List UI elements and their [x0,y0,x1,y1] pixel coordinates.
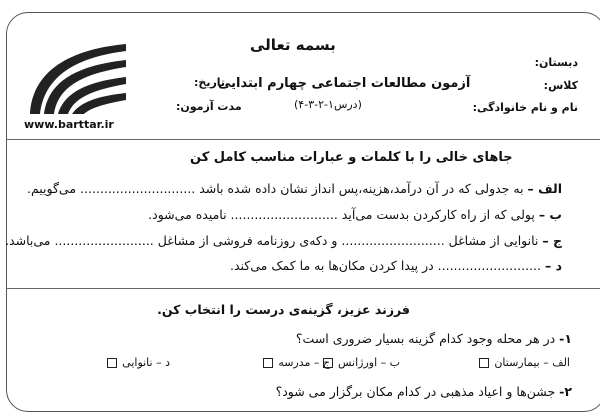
option-text: د – نانوایی [122,356,170,369]
question-text: در هر محله وجود کدام گزینه بسیار ضروری است؟ [295,331,556,346]
fill-item-b [148,207,562,222]
option-a[interactable] [479,356,570,369]
item-text: پولی که از راه کارکردن بدست می‌آید ........................... نامیده می‌شود. [148,207,535,222]
lessons-range: (درس۱-۲-۳-۴) [294,98,362,111]
fill-item-a [27,181,562,196]
option-d[interactable] [107,356,170,369]
option-text: الف – بیمارستان [494,356,570,369]
option-text: ج – مدرسه [278,356,330,369]
fill-item-d [230,258,562,273]
fill-item-c [5,233,562,248]
date-label: تاریخ: [194,76,226,89]
duration-label: مدت آزمون: [176,100,242,113]
question-2 [276,384,572,399]
option-text: ب – اورژانس [338,356,400,369]
header-divider [6,139,600,140]
item-text: نانوایی از مشاغل .......................... و دکه‌ی روزنامه فروشی از مشاغل ......................... می‌باشد. [5,233,539,248]
checkbox[interactable] [107,358,117,368]
section-divider [6,288,600,289]
section2-instruction: فرزند عزیز، گزینه‌ی درست را انتخاب کن. [157,302,410,317]
checkbox[interactable] [479,358,489,368]
school-label: دبستان: [534,56,578,69]
item-text: به جدولی که در آن درآمد،هزینه،پس انداز نشان داده شده باشد ............................. می‌گوییم. [26,181,524,196]
question-number: ۱- [559,331,572,346]
section1-instruction: جاهای خالی را با کلمات و عبارات مناسب کامل کن [190,150,513,165]
exam-title: آزمون مطالعات اجتماعی چهارم ابتدایی [218,76,471,91]
item-label: الف – [527,181,562,196]
class-label: کلاس: [543,79,578,92]
question-1 [296,331,572,346]
item-label: ب – [538,207,562,222]
question-text: جشن‌ها و اعیاد مذهبی در کدام مکان برگزار می شود؟ [275,384,556,399]
checkbox[interactable] [263,358,273,368]
question-number: ۲- [559,384,572,399]
option-c[interactable] [263,356,330,369]
item-text: .......................... در پیدا کردن مکان‌ها به ما کمک می‌کند. [229,258,541,273]
page-title: بسمه تعالی [250,36,336,54]
logo-url: www.barttar.ir [24,118,114,131]
name-label: نام و نام خانوادگی: [472,101,578,114]
barttar-logo-icon [22,36,132,116]
item-label: ج – [542,233,562,248]
option-b[interactable] [323,356,400,369]
item-label: د – [544,258,562,273]
